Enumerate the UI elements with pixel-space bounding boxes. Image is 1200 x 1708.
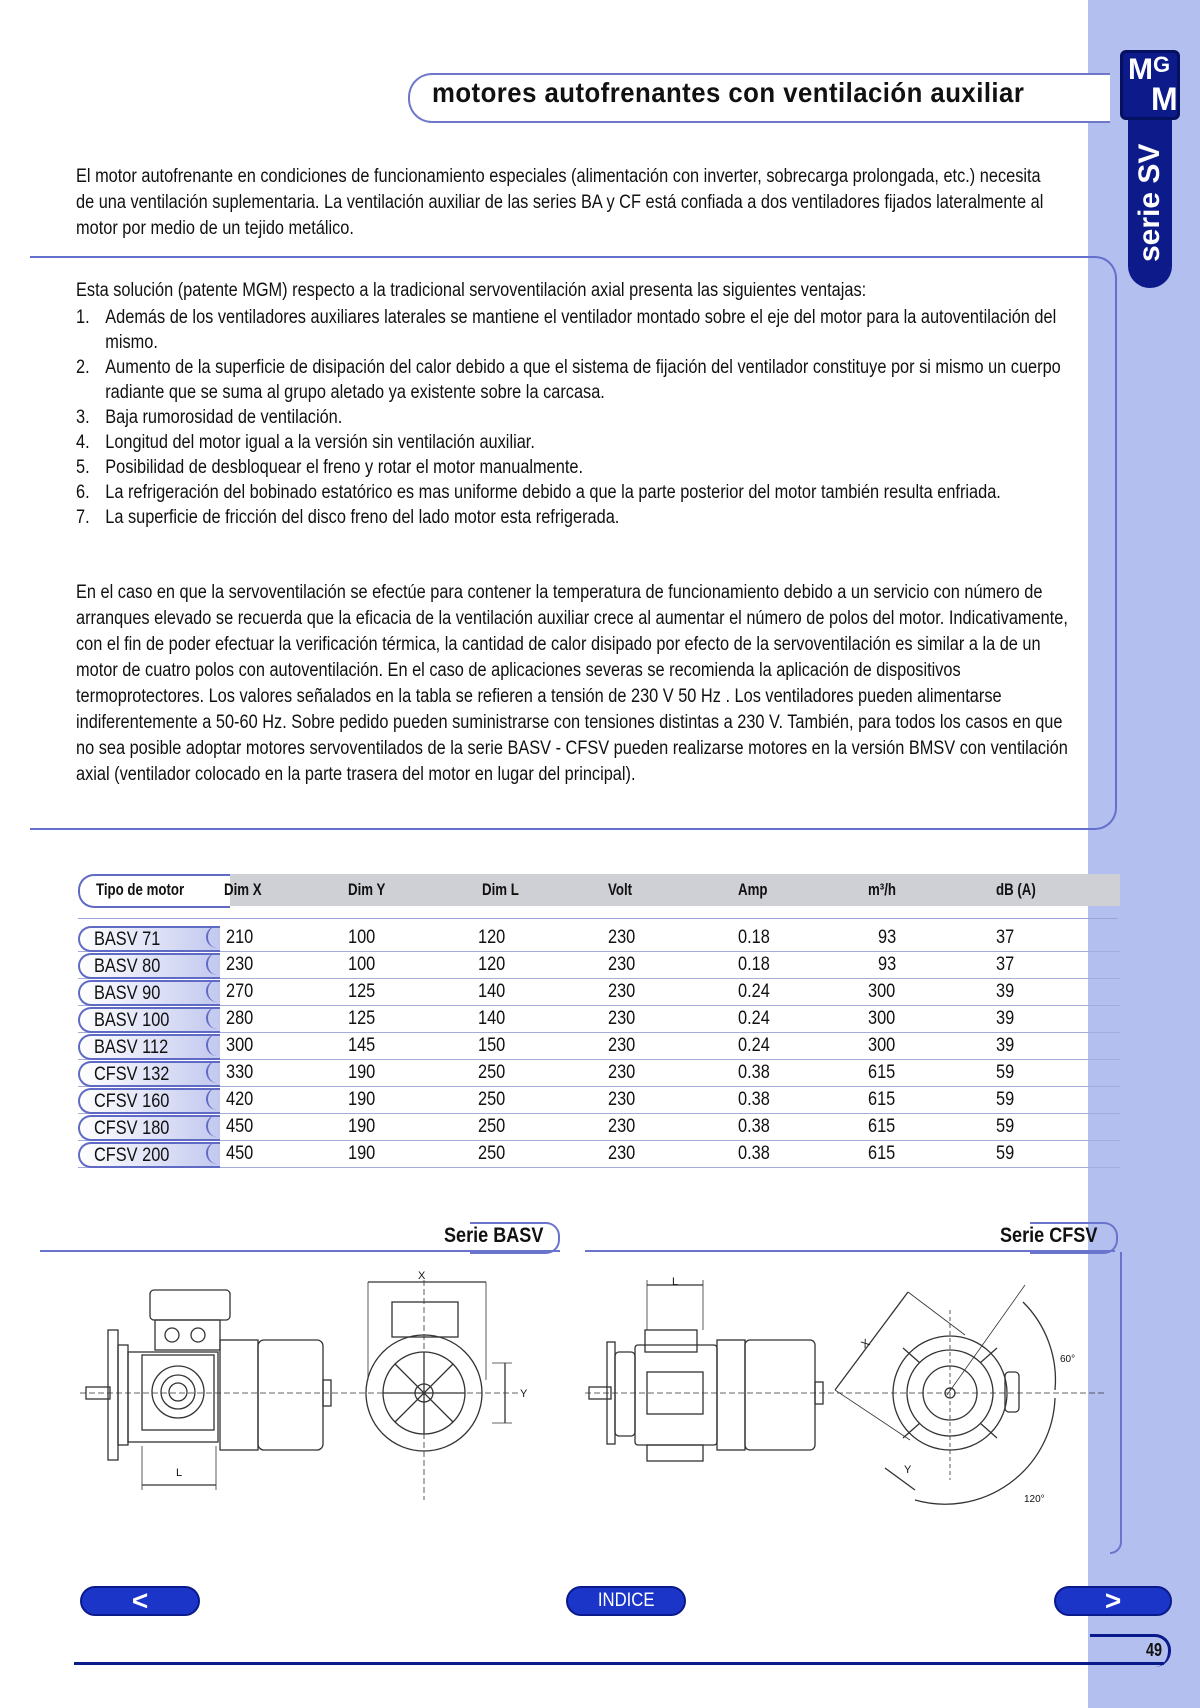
flange-ring xyxy=(118,1345,128,1445)
cell-dim-x: 210 xyxy=(226,927,254,948)
list-item xyxy=(76,355,1082,405)
basv-label: Serie BASV xyxy=(444,1224,544,1247)
basv-dim-y-label: Y xyxy=(520,1388,528,1400)
table-row xyxy=(78,1006,1120,1033)
list-item xyxy=(76,305,1082,355)
motor-type-cell xyxy=(78,1034,220,1060)
cell-dim-y: 190 xyxy=(348,1116,376,1137)
list-item xyxy=(76,430,1082,455)
cell-dim-x: 450 xyxy=(226,1116,254,1137)
item-number: 3. xyxy=(76,407,90,428)
cell-dim-l: 120 xyxy=(478,954,506,975)
cell-dim-x: 300 xyxy=(226,1035,254,1056)
item-text: Longitud del motor igual a la versión sin ventilación auxiliar. xyxy=(105,432,535,453)
fan-cowl xyxy=(745,1340,815,1450)
list-item xyxy=(76,505,1082,530)
table-header xyxy=(78,874,1120,906)
item-number: 6. xyxy=(76,482,90,503)
cell-amp: 0.38 xyxy=(738,1116,770,1137)
table-body xyxy=(78,925,1120,1168)
col-header-diml: Dim L xyxy=(482,880,519,899)
cell-amp: 0.18 xyxy=(738,954,770,975)
logo-letter-m2: M xyxy=(1151,81,1178,117)
cell-dim-y: 190 xyxy=(348,1062,376,1083)
cell-separator xyxy=(206,1088,226,1110)
col-header-volt: Volt xyxy=(608,880,633,899)
motor-type-cell xyxy=(78,1115,220,1141)
cell-flow: 300 xyxy=(868,981,896,1002)
motor-type: BASV 80 xyxy=(94,956,161,977)
col-header-db: dB (A) xyxy=(996,880,1036,899)
cell-dim-l: 250 xyxy=(478,1116,506,1137)
motor-type: CFSV 132 xyxy=(94,1064,170,1085)
motor-type-cell xyxy=(78,953,220,979)
cfsv-dim-y-label: Y xyxy=(904,1464,912,1476)
table-row xyxy=(78,979,1120,1006)
item-number: 5. xyxy=(76,457,90,478)
header-divider xyxy=(78,918,1118,919)
fan-circle xyxy=(152,1366,204,1418)
cell-flow: 93 xyxy=(878,954,897,975)
cell-dim-y: 125 xyxy=(348,981,376,1002)
motor-type: BASV 112 xyxy=(94,1037,169,1058)
cell-volt: 230 xyxy=(608,1008,636,1029)
cell-separator xyxy=(206,953,226,975)
cell-dim-x: 230 xyxy=(226,954,254,975)
motor-type-cell xyxy=(78,926,220,952)
dim-x-arrow xyxy=(835,1292,908,1390)
item-text: Aumento de la superficie de disipación del calor debido a que el sistema de fijación del ventilador constituye por si mismo un cuerpo radiante que se suma al grupo aletado ya existente sobre la carcasa. xyxy=(105,357,1061,403)
cell-db: 37 xyxy=(996,954,1015,975)
cell-volt: 230 xyxy=(608,1116,636,1137)
basv-end-view xyxy=(366,1280,512,1500)
page-number: 49 xyxy=(1146,1640,1163,1660)
cfsv-angle-60-label: 60° xyxy=(1060,1354,1076,1365)
cell-dim-y: 100 xyxy=(348,954,376,975)
cell-flow: 615 xyxy=(868,1143,896,1164)
cell-amp: 0.38 xyxy=(738,1062,770,1083)
intro-paragraph: El motor autofrenante en condiciones de funcionamiento especiales (alimentación con inverter, sobrecarga prolongada, etc.) necesita de una ventilación suplementaria. La ventilación auxiliar de las series BA y CF está confiada a dos ventiladores fijados lateralmente al motor por medio de un tejido metálico. xyxy=(76,166,1044,239)
cell-dim-x: 270 xyxy=(226,981,254,1002)
cell-amp: 0.38 xyxy=(738,1089,770,1110)
cell-flow: 300 xyxy=(868,1008,896,1029)
cell-dim-l: 250 xyxy=(478,1062,506,1083)
table-row xyxy=(78,1141,1120,1168)
cell-volt: 230 xyxy=(608,1089,636,1110)
cell-db: 39 xyxy=(996,1035,1015,1056)
flange-ring xyxy=(615,1352,635,1436)
item-text: La refrigeración del bobinado estatórico es mas uniforme debido a que la parte posterior del motor también resulta enfriada. xyxy=(105,482,1001,503)
cell-dim-l: 250 xyxy=(478,1143,506,1164)
prev-page-button[interactable] xyxy=(80,1586,200,1616)
item-text: La superficie de fricción del disco freno del lado motor esta refrigerada. xyxy=(105,507,620,528)
motor-type-cell xyxy=(78,1142,220,1168)
table-row xyxy=(78,1033,1120,1060)
gland-1 xyxy=(165,1328,179,1342)
col-header-type: Tipo de motor xyxy=(96,880,185,899)
cell-dim-y: 145 xyxy=(348,1035,376,1056)
motor-type-cell xyxy=(78,1088,220,1114)
cell-separator xyxy=(206,1034,226,1056)
motor-type: CFSV 180 xyxy=(94,1118,170,1139)
cfsv-motor-drawing xyxy=(585,1260,1105,1520)
motor-type: CFSV 200 xyxy=(94,1145,170,1166)
cell-dim-y: 125 xyxy=(348,1008,376,1029)
motor-type-cell xyxy=(78,980,220,1006)
brake-housing xyxy=(220,1340,258,1450)
brake-housing xyxy=(717,1340,745,1450)
cell-dim-x: 330 xyxy=(226,1062,254,1083)
cell-db: 59 xyxy=(996,1116,1015,1137)
cell-db: 39 xyxy=(996,1008,1015,1029)
item-number: 2. xyxy=(76,357,90,378)
col-header-dimy: Dim Y xyxy=(348,880,386,899)
logo-letter-g: G xyxy=(1153,52,1171,77)
advantages-lead: Esta solución (patente MGM) respecto a la tradicional servoventilación axial presenta las siguientes ventajas: xyxy=(76,280,867,301)
cell-amp: 0.18 xyxy=(738,927,770,948)
next-page-button[interactable] xyxy=(1054,1586,1172,1616)
advantages-list xyxy=(76,305,1082,530)
cell-volt: 230 xyxy=(608,1062,636,1083)
col-header-flow: m³/h xyxy=(868,880,896,899)
cfsv-label: Serie CFSV xyxy=(1000,1224,1098,1247)
table-row xyxy=(78,925,1120,952)
cell-dim-x: 420 xyxy=(226,1089,254,1110)
cell-dim-l: 150 xyxy=(478,1035,506,1056)
cell-db: 59 xyxy=(996,1143,1015,1164)
cell-separator xyxy=(206,1115,226,1137)
col-header-dimx: Dim X xyxy=(224,880,262,899)
motor-type: CFSV 160 xyxy=(94,1091,170,1112)
cell-separator xyxy=(206,980,226,1002)
cell-volt: 230 xyxy=(608,927,636,948)
motor-type-cell xyxy=(78,1007,220,1033)
gland-2 xyxy=(191,1328,205,1342)
cfsv-dim-x-label: X xyxy=(859,1336,873,1352)
end-terminal-box xyxy=(392,1302,458,1337)
cell-dim-y: 100 xyxy=(348,927,376,948)
motor-type: BASV 71 xyxy=(94,929,161,950)
item-number: 7. xyxy=(76,507,90,528)
cell-flow: 93 xyxy=(878,927,897,948)
item-number: 1. xyxy=(76,307,90,328)
angle-60-arc xyxy=(1023,1302,1055,1390)
cell-dim-x: 450 xyxy=(226,1143,254,1164)
cfsv-end-view xyxy=(835,1285,1055,1504)
cell-dim-l: 250 xyxy=(478,1089,506,1110)
cell-db: 39 xyxy=(996,981,1015,1002)
angle-120-arc xyxy=(915,1398,1055,1504)
cell-dim-l: 140 xyxy=(478,1008,506,1029)
cell-flow: 615 xyxy=(868,1089,896,1110)
cfsv-dim-l-label: L xyxy=(672,1276,679,1288)
cell-db: 59 xyxy=(996,1089,1015,1110)
cell-amp: 0.24 xyxy=(738,981,770,1002)
cell-separator xyxy=(206,1007,226,1029)
list-item xyxy=(76,405,1082,430)
motor-type: BASV 90 xyxy=(94,983,161,1004)
cell-flow: 615 xyxy=(868,1116,896,1137)
prev-arrow-icon: < xyxy=(131,1585,149,1616)
page-title: motores autofrenantes con ventilación auxiliar xyxy=(432,77,1025,108)
motor-type: BASV 100 xyxy=(94,1010,170,1031)
series-tab-label: serie SV xyxy=(1133,143,1166,263)
table-row xyxy=(78,1114,1120,1141)
cfsv-angle-120-label: 120° xyxy=(1024,1494,1045,1505)
cfsv-frame-edge xyxy=(1110,1252,1122,1554)
cell-amp: 0.38 xyxy=(738,1143,770,1164)
cell-db: 37 xyxy=(996,927,1015,948)
cell-flow: 615 xyxy=(868,1062,896,1083)
next-arrow-icon: > xyxy=(1104,1585,1122,1616)
cell-volt: 230 xyxy=(608,1143,636,1164)
cell-dim-y: 190 xyxy=(348,1089,376,1110)
col-header-amp: Amp xyxy=(738,880,768,899)
basv-dim-x-label: X xyxy=(418,1270,426,1282)
terminal-box-cover xyxy=(150,1290,230,1320)
cell-amp: 0.24 xyxy=(738,1035,770,1056)
fan-cowl xyxy=(258,1340,323,1450)
item-number: 4. xyxy=(76,432,90,453)
logo-letter-m1: M xyxy=(1128,53,1153,86)
cell-volt: 230 xyxy=(608,981,636,1002)
item-text: Además de los ventiladores auxiliares laterales se mantiene el ventilador montado sobre el eje del motor para la autoventilación del mismo. xyxy=(105,307,1057,353)
cell-separator xyxy=(206,926,226,948)
cell-db: 59 xyxy=(996,1062,1015,1083)
footer-rule xyxy=(74,1662,1164,1665)
cell-volt: 230 xyxy=(608,954,636,975)
table-row xyxy=(78,1087,1120,1114)
motor-type-cell xyxy=(78,1061,220,1087)
list-item xyxy=(76,455,1082,480)
index-button-label: INDICE xyxy=(597,1590,655,1611)
basv-dim-l-label: L xyxy=(176,1467,183,1479)
cell-dim-l: 120 xyxy=(478,927,506,948)
list-item xyxy=(76,480,1082,505)
cell-flow: 300 xyxy=(868,1035,896,1056)
cell-separator xyxy=(206,1061,226,1083)
table-row xyxy=(78,952,1120,979)
item-text: Posibilidad de desbloquear el freno y rotar el motor manualmente. xyxy=(105,457,584,478)
closing-paragraph: En el caso en que la servoventilación se efectúe para contener la temperatura de funcionamiento debido a un servicio con número de arranques elevado se recuerda que la eficacia de la ventilación auxiliar crece al aumentar el número de polos del motor. Indicativamente, con el fin de poder efectuar la verificación térmica, la cantidad de calor disipado por efecto de la servoventilación es similar a la de un motor de cuatro polos con autoventilación. En el caso de aplicaciones severas se recomienda la aplicación de dispositivos termoprotectores. Los valores señalados en la tabla se refieren a tensión de 230 V 50 Hz . Los ventiladores pueden alimentarse indiferentemente a 50-60 Hz. Sobre pedido pueden suministrarse con tensiones distintas a 230 V. También, para todos los casos en que no sea posible adoptar motores servoventilados de la serie BASV - CFSV pueden realizarse motores en la versión BMSV con ventilación axial (ventilador colocado en la parte trasera del motor en lugar del principal). xyxy=(76,582,1068,785)
cell-volt: 230 xyxy=(608,1035,636,1056)
table-row xyxy=(78,1060,1120,1087)
terminal-box xyxy=(645,1330,697,1352)
cell-dim-l: 140 xyxy=(478,981,506,1002)
cell-dim-x: 280 xyxy=(226,1008,254,1029)
index-button[interactable] xyxy=(566,1586,686,1616)
mgm-logo xyxy=(1120,50,1180,120)
item-text: Baja rumorosidad de ventilación. xyxy=(105,407,343,428)
cell-separator xyxy=(206,1142,226,1164)
cell-dim-y: 190 xyxy=(348,1143,376,1164)
cell-amp: 0.24 xyxy=(738,1008,770,1029)
foot xyxy=(647,1445,703,1461)
